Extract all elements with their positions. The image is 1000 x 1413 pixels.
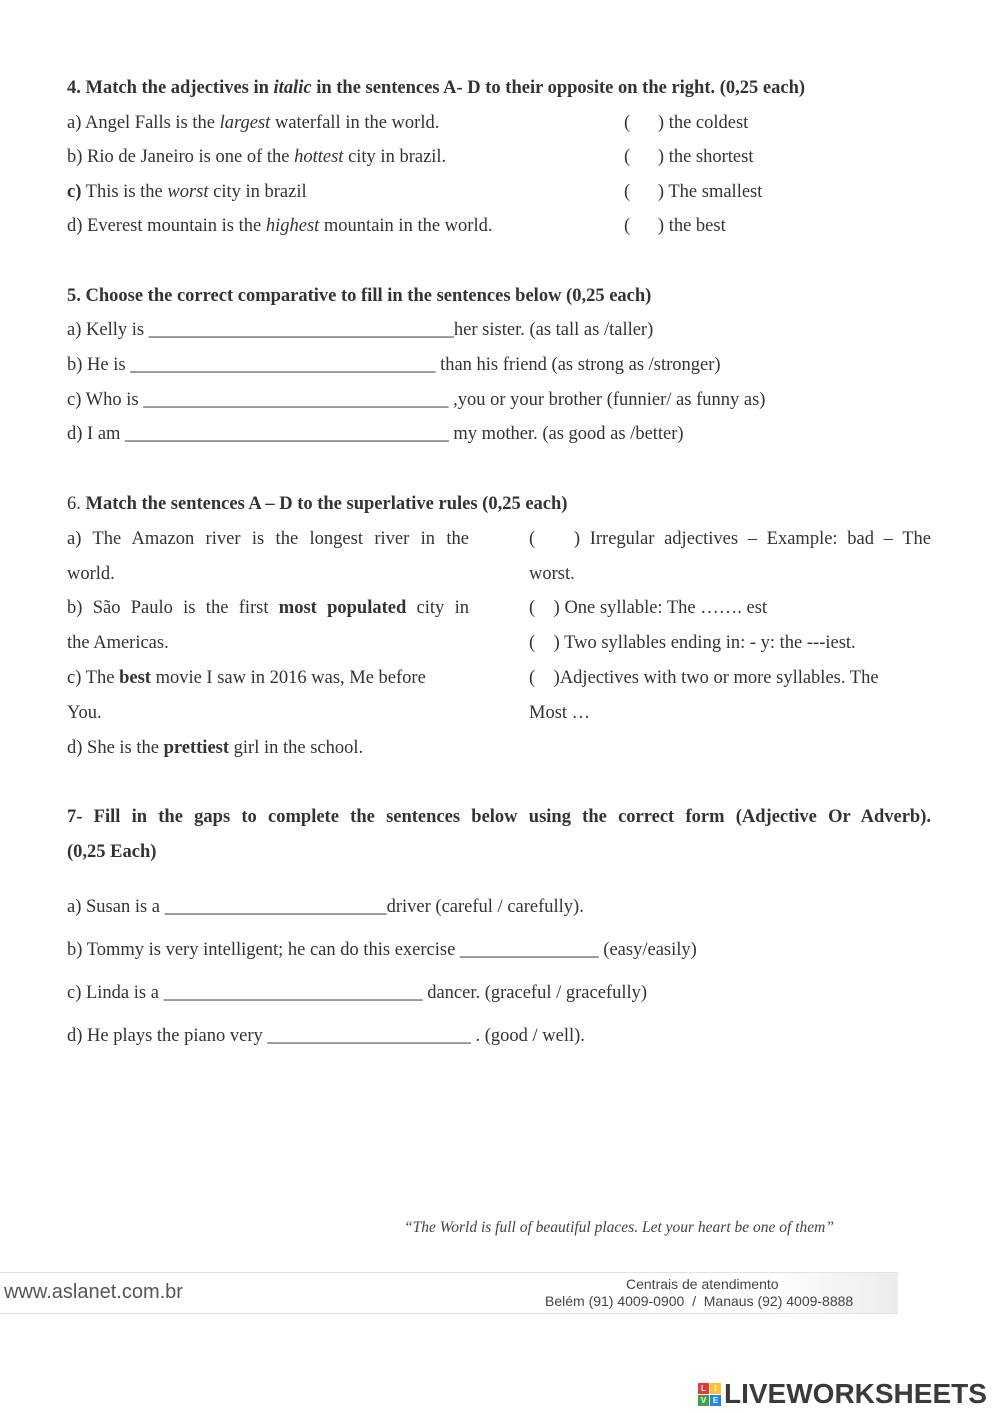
q6-title-num: 6. (67, 494, 86, 514)
italic-word: worst (167, 182, 209, 202)
liveworksheets-logo-text: LIVEWORKSHEETS (724, 1378, 987, 1409)
q6-item-a-line1: a) The Amazon river is the longest river in the (67, 529, 469, 549)
text: city in brazil. (343, 147, 447, 167)
q4-item-c (67, 182, 307, 203)
footer-centers-phones: Belém (91) 4009-0900 / Manaus (92) 4009-8888 (545, 1293, 854, 1309)
q5-title: 5. Choose the correct comparative to fill in the sentences below (0,25 each) (67, 286, 652, 306)
q4-item-d (67, 216, 492, 237)
q6-rule-3[interactable]: ( ) Two syllables ending in: - y: the ---iest. (529, 633, 856, 653)
text: d) She is the (67, 738, 164, 758)
q4-title-part: 4. Match the adjectives in (67, 78, 274, 98)
q7-title-line1: 7- Fill in the gaps to complete the sentences below using the correct form (Adjective Or Adverb). (67, 807, 931, 827)
q6-rule-1-line2: worst. (529, 564, 575, 584)
text: a) Angel Falls is the (67, 113, 220, 133)
q6-item-a-line2: world. (67, 564, 115, 584)
q6-item-b-line1 (67, 598, 469, 619)
text: d) Everest mountain is the (67, 216, 266, 236)
footer-url[interactable]: www.aslanet.com.br (4, 1281, 183, 1303)
text: city in brazil (208, 182, 307, 202)
q4-option-1[interactable]: ( ) the coldest (624, 113, 749, 133)
footer-quote: “The World is full of beautiful places. Let your heart be one of them” (404, 1219, 834, 1236)
q4-option-2[interactable]: ( ) the shortest (624, 147, 754, 167)
q4-option-4[interactable]: ( ) the best (624, 216, 726, 236)
italic-word: largest (219, 113, 271, 133)
logo-tile: V (698, 1395, 709, 1406)
q7-item-a[interactable]: a) Susan is a ________________________driver (careful / carefully). (67, 897, 584, 917)
q6-item-d (67, 738, 363, 759)
logo-tile: I (710, 1383, 721, 1394)
q6-item-c-line2: You. (67, 703, 102, 723)
bold-label: c) (67, 182, 82, 202)
text: city in (406, 598, 469, 618)
q4-title (67, 78, 805, 99)
q6-title (67, 494, 567, 515)
italic-word: hottest (294, 147, 344, 167)
q6-item-c-line1 (67, 668, 426, 689)
text: girl in the school. (229, 738, 364, 758)
q6-rule-4-line1[interactable]: ( )Adjectives with two or more syllables. The (529, 668, 879, 688)
q7-item-b[interactable]: b) Tommy is very intelligent; he can do this exercise _______________ (easy/easily) (67, 940, 697, 960)
text: mountain in the world. (319, 216, 493, 236)
text: This is the (81, 182, 168, 202)
q6-rule-2[interactable]: ( ) One syllable: The ……. est (529, 598, 768, 618)
q5-item-b[interactable]: b) He is _________________________________ than his friend (as strong as /stronger) (67, 355, 721, 375)
text: b) Rio de Janeiro is one of the (67, 147, 295, 167)
bold-word: prettiest (163, 738, 230, 758)
q6-item-b-line2: the Americas. (67, 633, 169, 653)
q6-title-text: Match the sentences A – D to the superlative rules (0,25 each) (85, 494, 568, 514)
q5-item-c[interactable]: c) Who is _________________________________ ,you or your brother (funnier/ as funny as) (67, 390, 766, 410)
text: c) The (67, 668, 120, 688)
q7-item-d[interactable]: d) He plays the piano very ______________________ . (good / well). (67, 1026, 585, 1046)
liveworksheets-logo[interactable] (698, 1378, 987, 1410)
logo-tile: E (710, 1395, 721, 1406)
footer-centers-title: Centrais de atendimento (626, 1276, 779, 1292)
q4-title-part: in the sentences A- D to their opposite on the right. (0,25 each) (311, 78, 806, 98)
q7-item-c[interactable]: c) Linda is a ____________________________ dancer. (graceful / gracefully) (67, 983, 648, 1003)
logo-tile: L (698, 1383, 709, 1394)
q4-option-3[interactable]: ( ) The smallest (624, 182, 763, 202)
q6-rule-1-line1[interactable]: ( ) Irregular adjectives – Example: bad – The (529, 529, 931, 549)
q5-item-a[interactable]: a) Kelly is _________________________________her sister. (as tall as /taller) (67, 320, 654, 340)
q5-item-d[interactable]: d) I am ___________________________________ my mother. (as good as /better) (67, 424, 684, 444)
q4-item-a (67, 113, 439, 134)
text: waterfall in the world. (270, 113, 440, 133)
italic-word: highest (265, 216, 320, 236)
text: movie I saw in 2016 was, Me before (150, 668, 426, 688)
bold-word: best (119, 668, 151, 688)
q4-item-b (67, 147, 446, 168)
q6-rule-4-line2: Most … (529, 703, 591, 723)
q4-title-italic: italic (273, 78, 312, 98)
bold-word: most populated (278, 598, 407, 618)
q7-title-line2: (0,25 Each) (67, 842, 157, 862)
liveworksheets-logo-icon (698, 1383, 721, 1406)
text: b) São Paulo is the first (67, 598, 279, 618)
